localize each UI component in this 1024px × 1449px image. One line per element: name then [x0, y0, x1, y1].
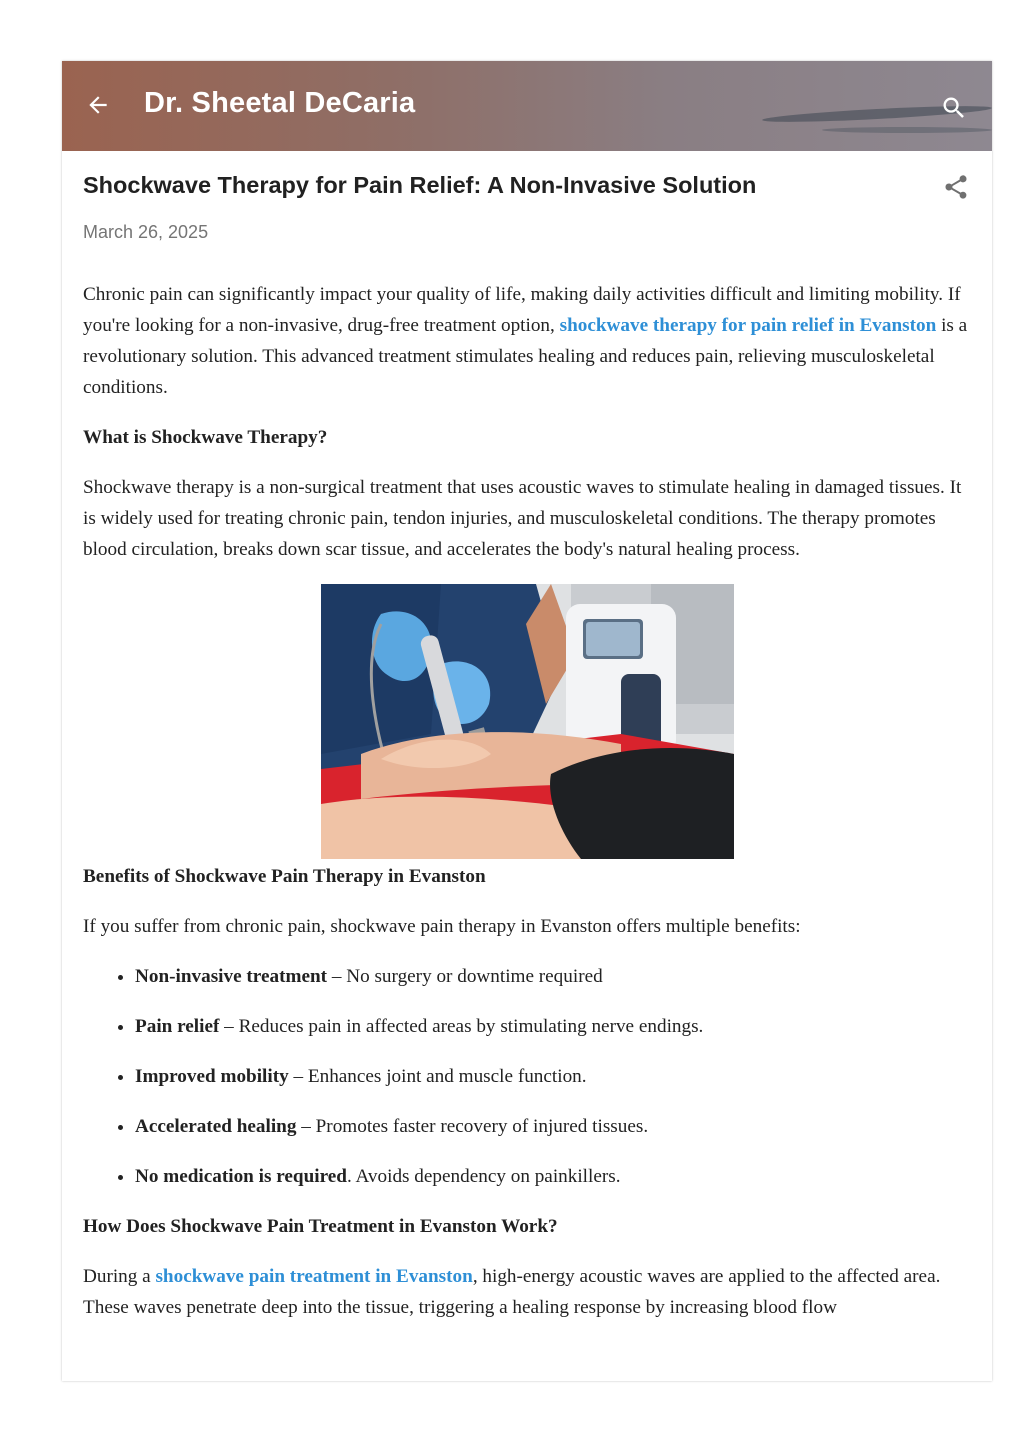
shockwave-treatment-photo[interactable] [321, 584, 734, 859]
post-card [62, 61, 992, 1381]
benefit-desc: – Reduces pain in affected areas by stimulating nerve endings. [219, 1016, 704, 1037]
benefits-list [83, 961, 971, 1192]
benefit-desc: – Promotes faster recovery of injured tissues. [296, 1116, 649, 1137]
shockwave-pain-treatment-link[interactable]: shockwave pain treatment in Evanston [155, 1266, 473, 1287]
back-button[interactable] [82, 89, 114, 121]
list-item [135, 961, 971, 992]
list-item [135, 1111, 971, 1142]
post-date: March 26, 2025 [83, 222, 209, 242]
how-paragraph [83, 1261, 971, 1323]
list-item [135, 1011, 971, 1042]
benefit-desc: – No surgery or downtime required [327, 966, 603, 987]
heading-what-is-shockwave: What is Shockwave Therapy? [83, 427, 328, 448]
benefit-desc: . Avoids dependency on painkillers. [346, 1166, 621, 1187]
intro-text: Chronic pain can significantly impact your quality of life, making daily activities difficult and limiting mobility. If you're looking for a non-invasive, drug-free treatment option, [83, 284, 961, 336]
shockwave-therapy-link[interactable]: shockwave therapy for pain relief in Evanston [559, 315, 937, 336]
share-icon [942, 173, 970, 201]
share-button[interactable] [940, 171, 972, 203]
what-paragraph: Shockwave therapy is a non-surgical treatment that uses acoustic waves to stimulate healing in damaged tissues. It is widely used for treating chronic pain, tendon injuries, and musculoskeletal conditions. The therapy promotes blood circulation, breaks down scar tissue, and accelerates the body's natural healing process. [83, 477, 962, 560]
how-text-continued: , high-energy acoustic waves are applied to the affected area. These waves penetrate deep into the tissue, triggering a healing response by increasing blood flow [83, 1266, 941, 1318]
header-cloud-decoration [822, 127, 992, 133]
heading-benefits: Benefits of Shockwave Pain Therapy in Evanston [83, 866, 486, 887]
how-text: During a [83, 1266, 156, 1287]
post-title: Shockwave Therapy for Pain Relief: A Non-Invasive Solution [83, 172, 757, 198]
intro-paragraph [83, 279, 971, 403]
benefit-term: Pain relief [135, 1016, 220, 1037]
benefit-desc: – Enhances joint and muscle function. [288, 1066, 587, 1087]
image-container [83, 584, 971, 861]
search-icon [940, 94, 968, 122]
search-button[interactable] [938, 92, 970, 124]
list-item [135, 1061, 971, 1092]
benefit-term: Improved mobility [135, 1066, 289, 1087]
site-title[interactable]: Dr. Sheetal DeCaria [144, 87, 416, 119]
heading-how-it-works: How Does Shockwave Pain Treatment in Evanston Work? [83, 1216, 558, 1237]
benefit-term: No medication is required [135, 1166, 347, 1187]
benefits-intro: If you suffer from chronic pain, shockwave pain therapy in Evanston offers multiple benefits: [83, 916, 801, 937]
arrow-back-icon [85, 92, 111, 118]
post-body [83, 279, 971, 1342]
photo-illustration [321, 584, 734, 859]
benefit-term: Accelerated healing [135, 1116, 297, 1137]
intro-text-continued: is a revolutionary solution. This advanced treatment stimulates healing and reduces pain, relieving musculoskeletal conditions. [83, 315, 968, 398]
benefit-term: Non-invasive treatment [135, 966, 328, 987]
blog-header [62, 61, 992, 151]
list-item [135, 1161, 971, 1192]
